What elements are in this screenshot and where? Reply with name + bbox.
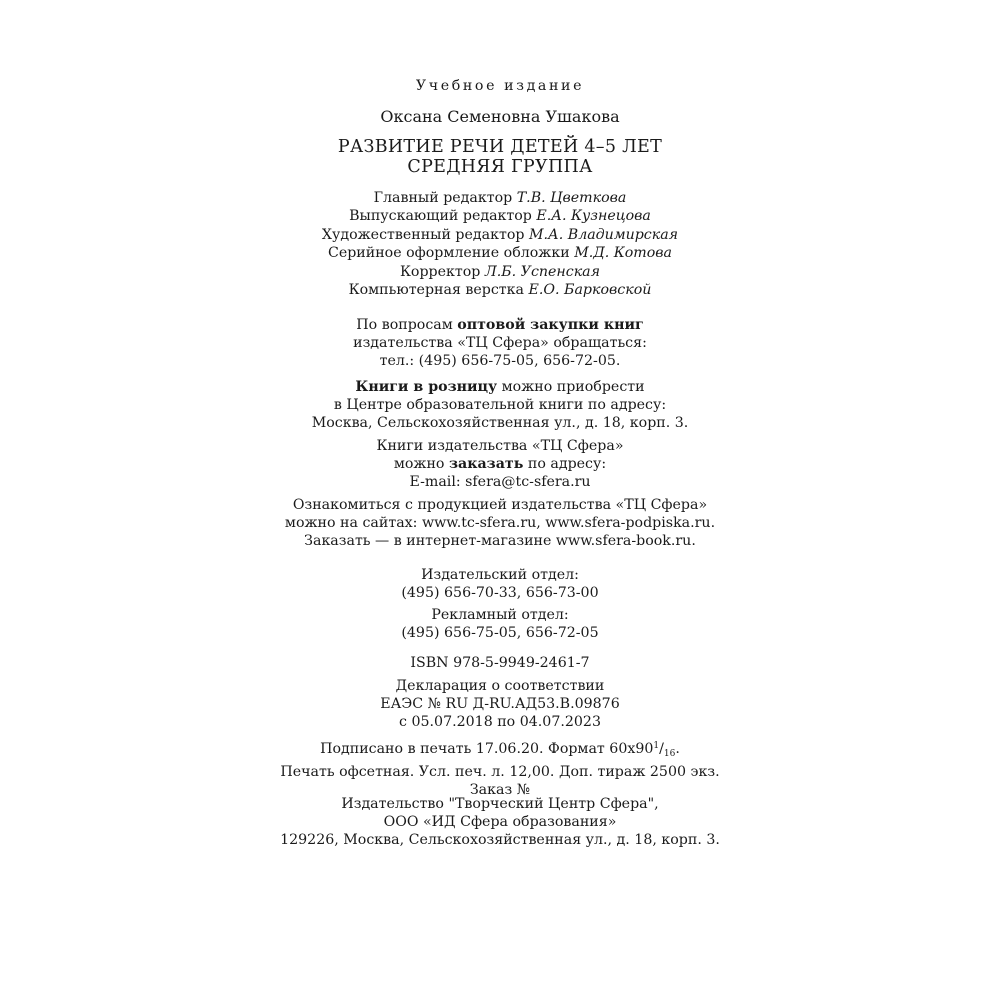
credit-line [0,226,1000,244]
author-name: Оксана Семеновна Ушакова [380,107,620,126]
title-line-1: РАЗВИТИЕ РЕЧИ ДЕТЕЙ 4–5 ЛЕТ [337,137,663,157]
credits-list [0,189,1000,299]
credit-line [0,189,1000,207]
credit-role: Художественный редактор [321,226,525,243]
declaration-line-3: с 05.07.2018 по 04.07.2023 [399,714,601,730]
credit-role: Главный редактор [373,190,513,206]
publisher-block [0,795,1000,849]
title-line-2: СРЕДНЯЯ ГРУППА [407,157,593,177]
wholesale-phones: тел.: (495) 656-75-05, 656-72-05. [379,353,621,369]
print-order-number: Заказ № [469,782,531,798]
wholesale-line-1: По вопросам оптовой закупки книг [356,317,644,333]
addept-label: Рекламный отдел: [431,607,569,623]
credit-name: Л.Б. Успенская [484,263,601,280]
retail-line-1: Книги в розницу можно приобрести [355,379,645,395]
format-fraction-separator: / [659,741,664,757]
print-info [0,737,1000,799]
credit-name: М.Д. Котова [574,245,673,262]
credit-role: Корректор [399,263,481,280]
retail-address: Москва, Сельскохозяйственная ул., д. 18, корп. 3. [311,415,689,431]
edition-label-block [0,77,1000,95]
print-line-1: Подписано в печать 17.06.20. Формат $60x90^1/_{16}$. [320,741,680,759]
retail-info [0,378,1000,432]
declaration-block [0,677,1000,731]
sites-line-3: Заказать — в интернет-магазине www.sfera-book.ru. [304,533,696,549]
credit-name: Е.О. Барковской [528,282,652,299]
author-block [0,107,1000,127]
addept-phones: (495) 656-75-05, 656-72-05 [401,625,599,641]
sites-line-1: Ознакомиться с продукцией издательства «ТЦ Сфера» [292,497,708,513]
wholesale-line-2: издательства «ТЦ Сфера» обращаться: [353,335,647,351]
isbn: ISBN 978-5-9949-2461-7 [410,655,590,671]
order-email: E-mail: sfera@tc-sfera.ru [409,474,591,490]
pubdept-label: Издательский отдел: [421,567,579,583]
declaration-line-1: Декларация о соответствии [395,678,605,694]
declaration-line-2: ЕАЭС № RU Д-RU.АД53.В.09876 [380,696,620,712]
pubdept-phones: (495) 656-70-33, 656-73-00 [401,585,599,601]
publisher-line-2: ООО «ИД Сфера образования» [383,814,617,830]
wholesale-info [0,316,1000,370]
retail-emphasis: Книги в розницу [355,379,498,395]
sites-info [0,496,1000,550]
credit-role: Выпускающий редактор [349,208,532,225]
sites-line-2: можно на сайтах: www.tc-sfera.ru, www.sfera-podpiska.ru. [284,515,716,531]
format-fraction-numerator: 1 [653,741,660,751]
book-title [0,137,1000,177]
credit-role: Компьютерная верстка [348,282,524,299]
credit-line [0,263,1000,281]
credit-role: Серийное оформление обложки [327,245,570,262]
order-emphasis: заказать [449,456,524,472]
retail-line-2: в Центре образовательной книги по адресу: [333,397,667,413]
credit-line [0,207,1000,225]
order-line-1: Книги издательства «ТЦ Сфера» [376,438,624,454]
isbn-block [0,654,1000,672]
wholesale-emphasis: оптовой закупки книг [457,317,644,333]
credit-name: Т.В. Цветкова [516,190,627,206]
order-info [0,437,1000,491]
edition-label: Учебное издание [415,78,585,94]
advertising-department [0,606,1000,642]
credit-line [0,281,1000,299]
order-line-2: можно заказать по адресу: [393,456,607,472]
format-fraction-denominator: 16 [663,749,676,759]
credit-line [0,244,1000,262]
publisher-address: 129226, Москва, Сельскохозяйственная ул., д. 18, корп. 3. [280,832,720,848]
publisher-line-1: Издательство "Творческий Центр Сфера", [341,796,659,812]
print-line-2: Печать офсетная. Усл. печ. л. 12,00. Доп. тираж 2500 экз. [280,764,720,780]
credit-name: М.А. Владимирская [528,226,679,243]
publishing-department [0,566,1000,602]
credit-name: Е.А. Кузнецова [536,208,651,225]
